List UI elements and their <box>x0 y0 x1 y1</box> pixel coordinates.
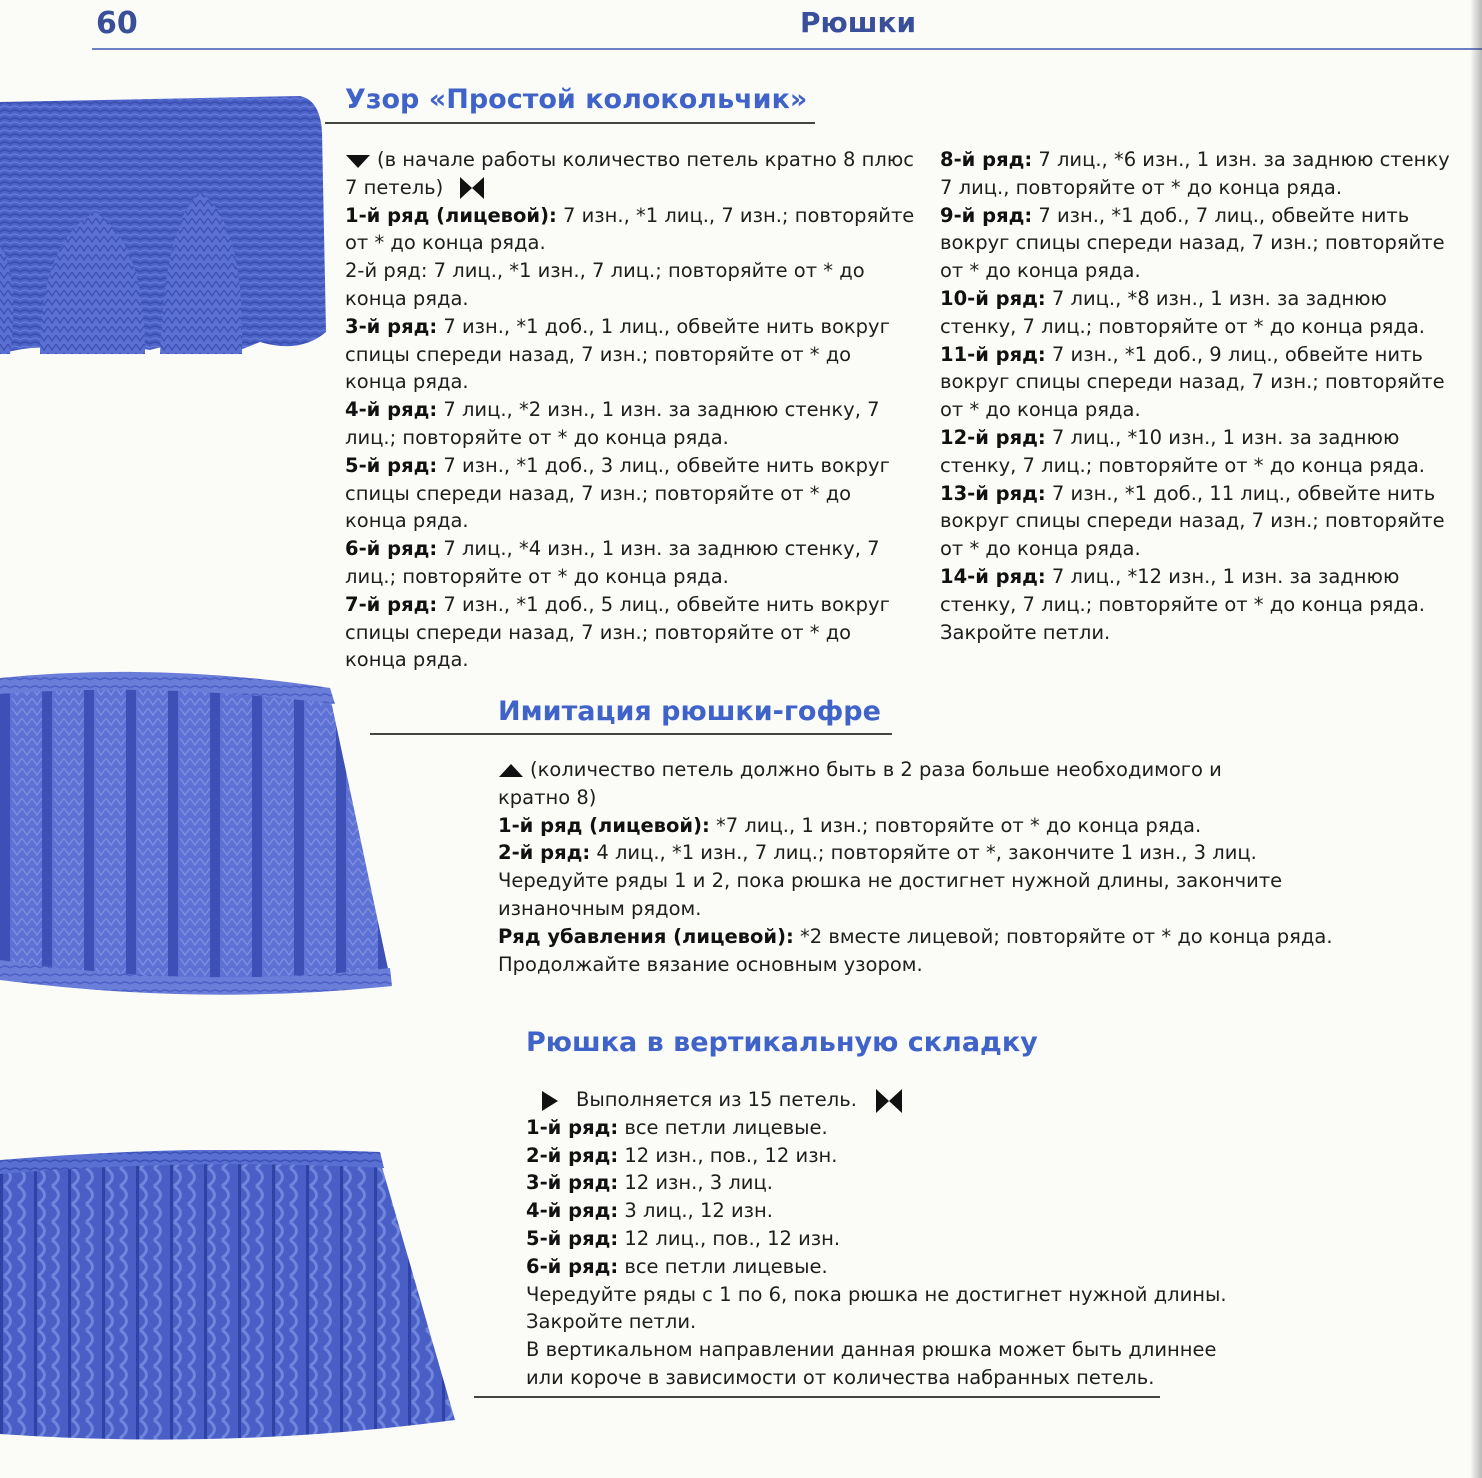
faux-pleat-repeat: Чередуйте ряды 1 и 2, пока рюшка не достигнет нужной длины, закончите изнаночным рядом. <box>498 869 1283 920</box>
section-title-faux-pleat: Имитация рюшки-гофре <box>498 696 881 727</box>
bell-row-4: 4-й ряд: 7 лиц., *2 изн., 1 изн. за заднюю стенку, 7 лиц.; повторяйте от * до конца ряда. <box>345 398 880 449</box>
page-number: 60 <box>96 6 138 41</box>
bell-intro: (в начале работы количество петель кратно 8 плюс 7 петель) <box>345 148 914 199</box>
vertical-pleat-row-5: 5-й ряд: 12 лиц., пов., 12 изн. <box>526 1226 841 1250</box>
vertical-pleat-row-4: 4-й ряд: 3 лиц., 12 изн. <box>526 1199 773 1223</box>
bell-row-11: 11-й ряд: 7 изн., *1 доб., 9 лиц., обвейте нить вокруг спицы спереди назад, 7 изн.; повторяйте от * до конца ряда. <box>940 342 1445 422</box>
vertical-pleat-row-6: 6-й ряд: все петли лицевые. <box>526 1254 828 1278</box>
faux-pleat-instructions <box>498 756 1378 978</box>
section-rule-bell <box>325 122 815 124</box>
bell-row-1: 1-й ряд (лицевой): 7 изн., *1 лиц., 7 изн.; повторяйте от * до конца ряда. <box>345 203 915 255</box>
vertical-pleat-close: Закройте петли. <box>526 1310 697 1334</box>
bell-row-13: 13-й ряд: 7 изн., *1 доб., 11 лиц., обвейте нить вокруг спицы спереди назад, 7 изн.; повторяйте от * до конца ряда. <box>940 481 1445 561</box>
bell-row-8: 8-й ряд: 7 лиц., *6 изн., 1 изн. за заднюю стенку 7 лиц., повторяйте от * до конца ряда. <box>940 148 1450 199</box>
vertical-pleat-intro: Выполняется из 15 петель. <box>526 1086 1286 1114</box>
bowtie-icon <box>459 176 485 200</box>
section-title-bell: Узор «Простой колокольчик» <box>345 84 808 115</box>
bell-row-7: 7-й ряд: 7 изн., *1 доб., 5 лиц., обвейте нить вокруг спицы спереди назад, 7 изн.; повторяйте от * до конца ряда. <box>345 592 890 672</box>
swatch-faux-pleat <box>0 668 395 998</box>
triangle-up-icon <box>498 763 524 779</box>
section-rule-vertical-pleat <box>474 1396 1160 1398</box>
running-title: Рюшки <box>800 6 917 39</box>
bell-row-12: 12-й ряд: 7 лиц., *10 изн., 1 изн. за заднюю стенку, 7 лиц.; повторяйте от * до конца ряда. <box>940 425 1425 477</box>
vertical-pleat-instructions <box>526 1086 1286 1392</box>
vertical-pleat-note: В вертикальном направлении данная рюшка может быть длиннее или короче в зависимости от количества набранных петель. <box>526 1338 1217 1389</box>
bell-row-9: 9-й ряд: 7 изн., *1 доб., 7 лиц., обвейте нить вокруг спицы спереди назад, 7 изн.; повторяйте от * до конца ряда. <box>940 203 1445 283</box>
section-title-vertical-pleat: Рюшка в вертикальную складку <box>526 1027 1038 1058</box>
bell-row-5: 5-й ряд: 7 изн., *1 доб., 3 лиц., обвейте нить вокруг спицы спереди назад, 7 изн.; повторяйте от * до конца ряда. <box>345 453 890 533</box>
bell-row-10: 10-й ряд: 7 лиц., *8 изн., 1 изн. за заднюю стенку, 7 лиц.; повторяйте от * до конца ряда. <box>940 286 1425 338</box>
vertical-pleat-repeat: Чередуйте ряды с 1 по 6, пока рюшка не достигнет нужной длины. <box>526 1282 1227 1306</box>
vertical-pleat-row-2: 2-й ряд: 12 изн., пов., 12 изн. <box>526 1143 838 1167</box>
page-gutter-shadow <box>1470 0 1482 1478</box>
swatch-bell-pattern <box>0 92 330 362</box>
header-rule <box>92 48 1482 50</box>
swatch-vertical-pleat <box>0 1150 458 1450</box>
bell-row-3: 3-й ряд: 7 изн., *1 доб., 1 лиц., обвейте нить вокруг спицы спереди назад, 7 изн.; повторяйте от * до конца ряда. <box>345 314 890 394</box>
bell-instructions-col2 <box>940 146 1465 646</box>
triangle-right-icon <box>538 1090 562 1112</box>
vertical-pleat-row-3: 3-й ряд: 12 изн., 3 лиц. <box>526 1171 773 1195</box>
triangle-down-icon <box>345 153 371 169</box>
bell-row-14: 14-й ряд: 7 лиц., *12 изн., 1 изн. за заднюю стенку, 7 лиц.; повторяйте от * до конца ряда. <box>940 564 1425 616</box>
faux-pleat-intro: (количество петель должно быть в 2 раза больше необходимого и кратно 8) <box>498 758 1222 809</box>
bowtie-icon <box>875 1088 903 1114</box>
bell-row-6: 6-й ряд: 7 лиц., *4 изн., 1 изн. за заднюю стенку, 7 лиц.; повторяйте от * до конца ряда. <box>345 537 880 588</box>
faux-pleat-decrease-row: Ряд убавления (лицевой): *2 вместе лицевой; повторяйте от * до конца ряда. <box>498 924 1333 948</box>
bell-instructions-col1 <box>345 146 915 674</box>
faux-pleat-continue: Продолжайте вязание основным узором. <box>498 952 923 976</box>
faux-pleat-row-1: 1-й ряд (лицевой): *7 лиц., 1 изн.; повторяйте от * до конца ряда. <box>498 813 1202 837</box>
vertical-pleat-row-1: 1-й ряд: все петли лицевые. <box>526 1115 828 1139</box>
faux-pleat-row-2: 2-й ряд: 4 лиц., *1 изн., 7 лиц.; повторяйте от *, закончите 1 изн., 3 лиц. <box>498 841 1257 865</box>
bell-row-2: 2-й ряд: 7 лиц., *1 изн., 7 лиц.; повторяйте от * до конца ряда. <box>345 259 865 310</box>
bell-closing: Закройте петли. <box>940 620 1111 644</box>
section-rule-faux-pleat <box>370 733 892 735</box>
